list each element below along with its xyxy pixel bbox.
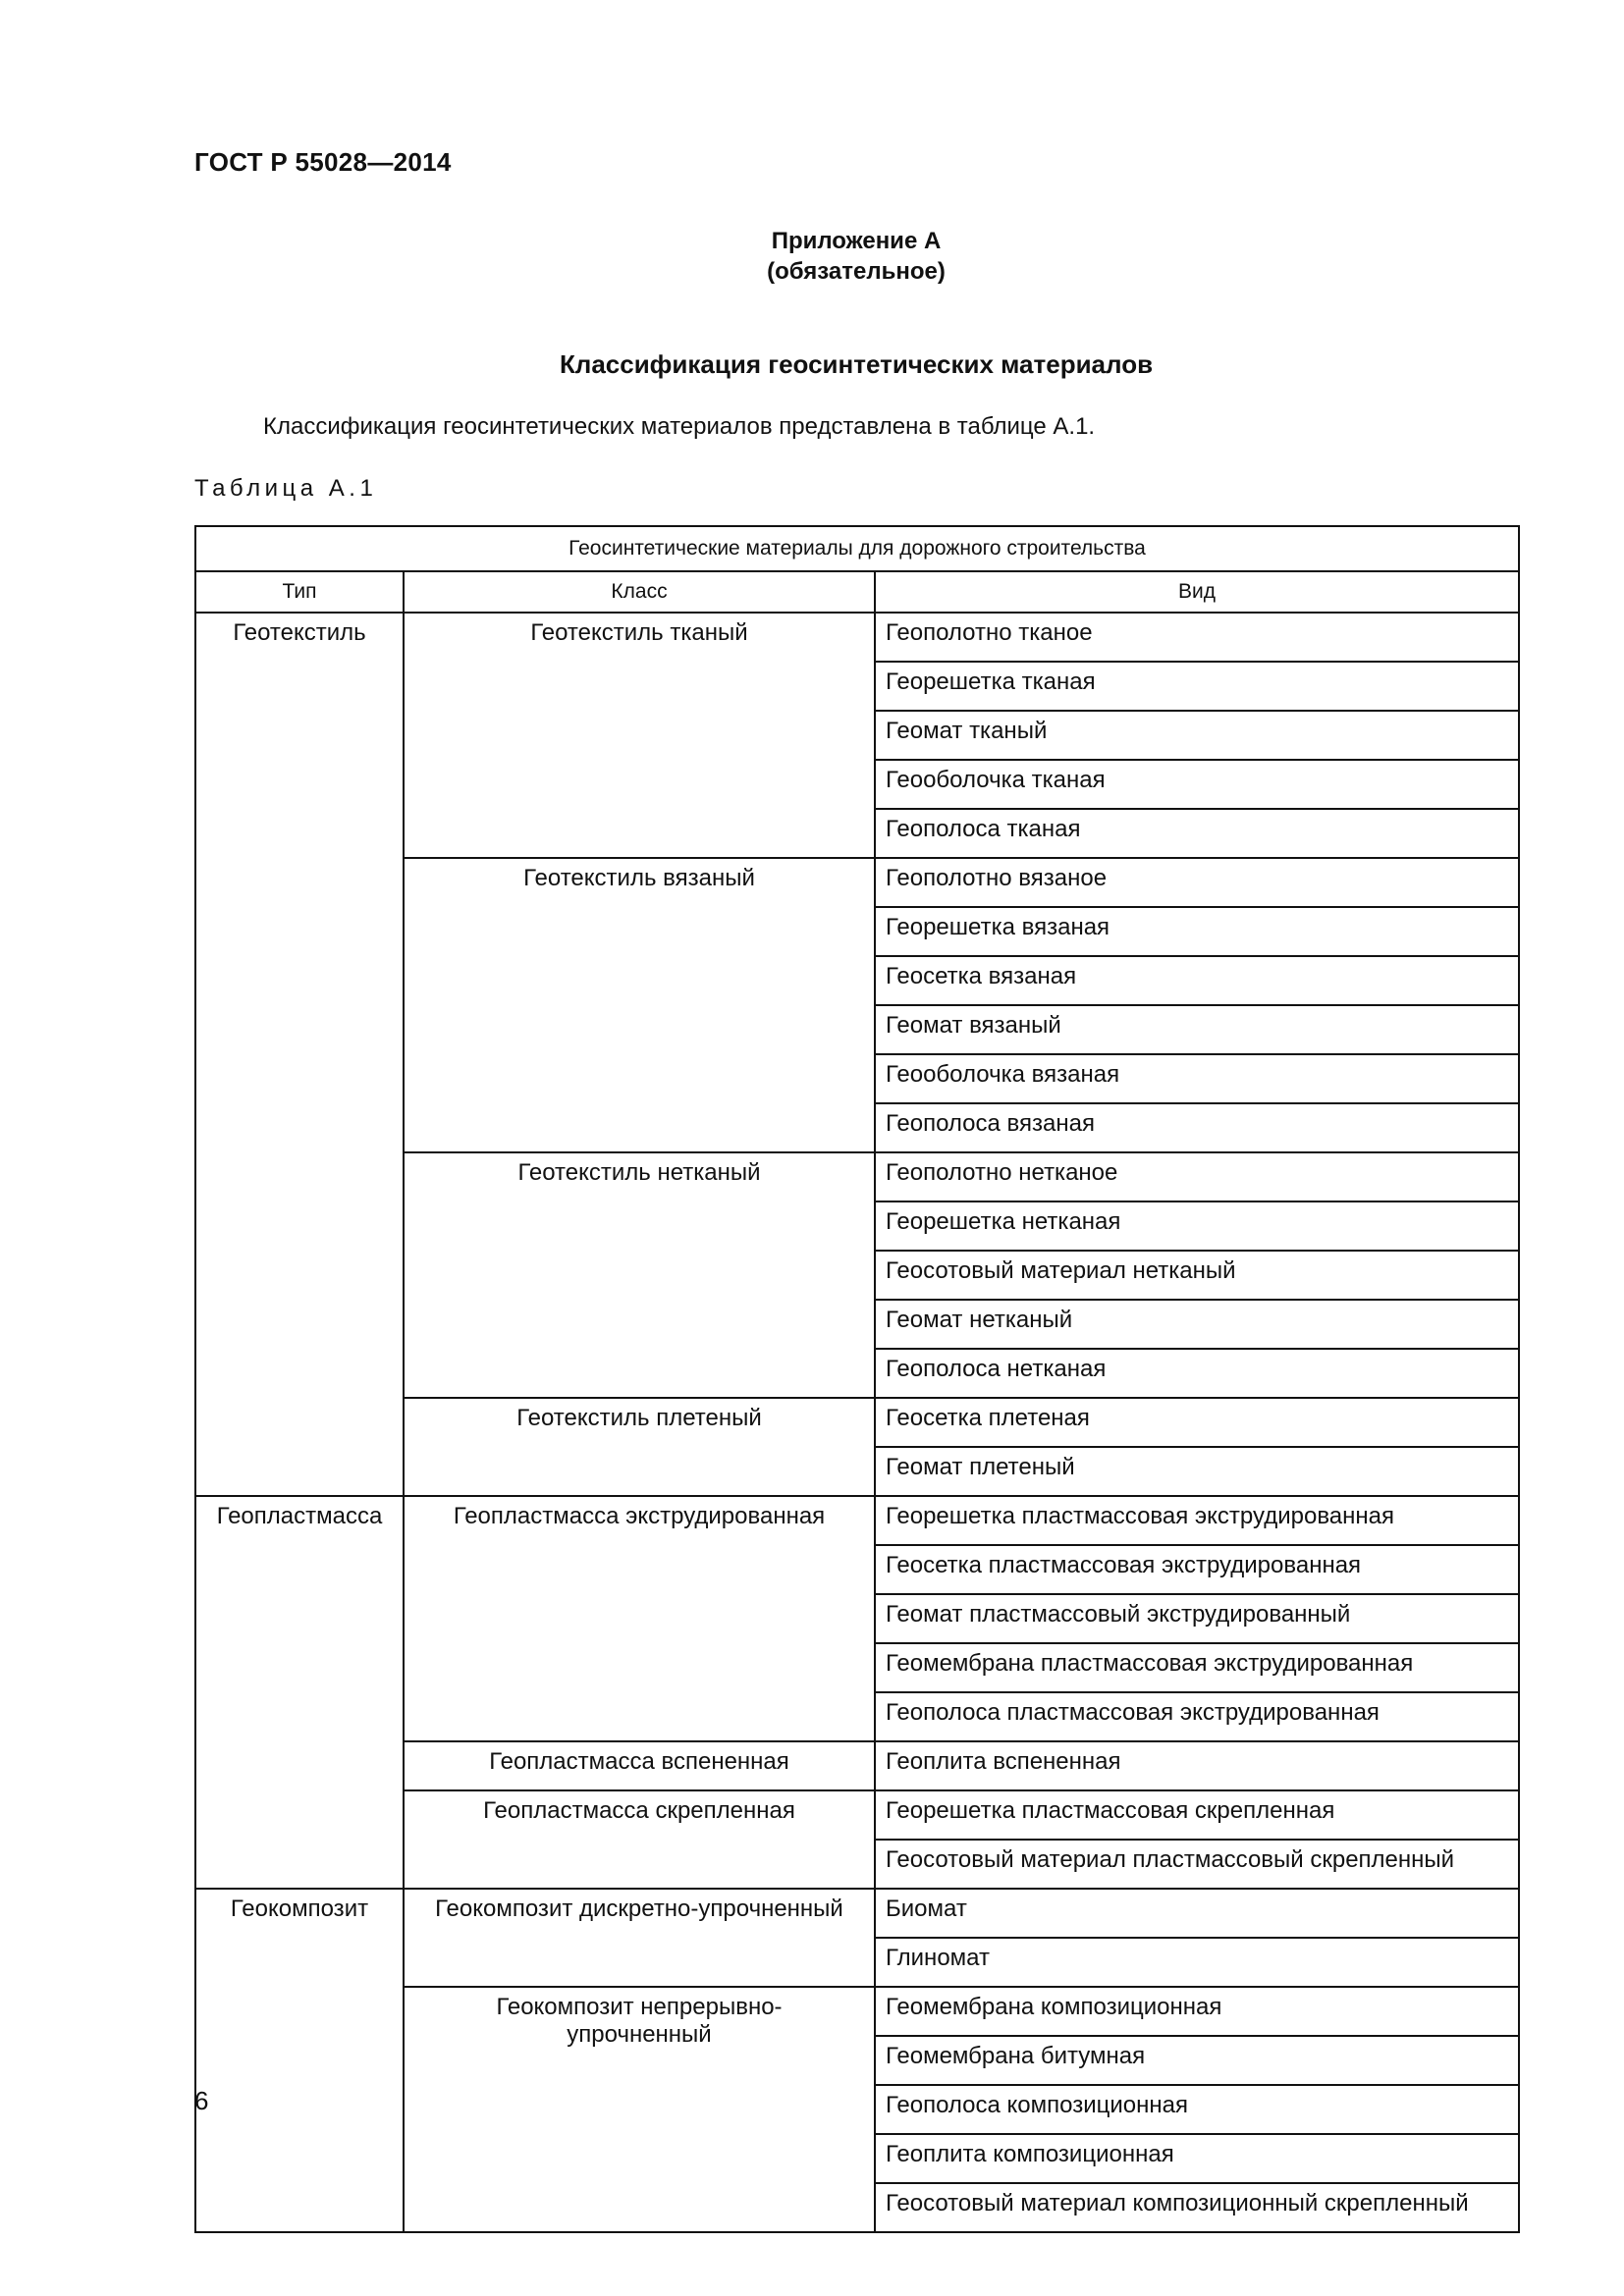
column-header-type: Тип <box>195 571 404 613</box>
kind-cell: Георешетка нетканая <box>875 1201 1519 1251</box>
kind-cell: Геомембрана пластмассовая экструдированная <box>875 1643 1519 1692</box>
kind-cell: Георешетка вязаная <box>875 907 1519 956</box>
table-row <box>195 1889 1519 1938</box>
kind-cell: Геосетка пластмассовая экструдированная <box>875 1545 1519 1594</box>
kind-cell: Геомембрана композиционная <box>875 1987 1519 2036</box>
kind-cell: Геомат вязаный <box>875 1005 1519 1054</box>
kind-cell: Геомембрана битумная <box>875 2036 1519 2085</box>
kind-cell: Биомат <box>875 1889 1519 1938</box>
annex-label: Приложение А <box>771 228 942 254</box>
table-row <box>195 1496 1519 1545</box>
kind-cell: Геомат плетеный <box>875 1447 1519 1496</box>
table-caption: Таблица А.1 <box>194 475 378 502</box>
class-cell: Геотекстиль плетеный <box>404 1398 875 1496</box>
kind-cell: Геоплита композиционная <box>875 2134 1519 2183</box>
kind-cell: Геополоса вязаная <box>875 1103 1519 1152</box>
kind-cell: Геосотовый материал пластмассовый скрепленный <box>875 1840 1519 1889</box>
table-row <box>195 613 1519 662</box>
page-number: 6 <box>194 2086 209 2115</box>
kind-cell: Геополотно тканое <box>875 613 1519 662</box>
kind-cell: Глиномат <box>875 1938 1519 1987</box>
class-cell: Геотекстиль вязаный <box>404 858 875 1152</box>
class-cell: Геопластмасса экструдированная <box>404 1496 875 1741</box>
kind-cell: Геомат нетканый <box>875 1300 1519 1349</box>
column-header-kind: Вид <box>875 571 1519 613</box>
class-cell: Геокомпозит непрерывно-упрочненный <box>404 1987 875 2232</box>
type-cell: Геотекстиль <box>195 613 404 1496</box>
kind-cell: Геомат пластмассовый экструдированный <box>875 1594 1519 1643</box>
class-cell: Геотекстиль нетканый <box>404 1152 875 1398</box>
annex-status: (обязательное) <box>767 258 946 285</box>
class-cell: Геопластмасса вспененная <box>404 1741 875 1790</box>
column-header-class: Класс <box>404 571 875 613</box>
kind-cell: Георешетка тканая <box>875 662 1519 711</box>
class-cell: Геопластмасса скрепленная <box>404 1790 875 1889</box>
kind-cell: Геоплита вспененная <box>875 1741 1519 1790</box>
kind-cell: Георешетка пластмассовая скрепленная <box>875 1790 1519 1840</box>
kind-cell: Геосотовый материал композиционный скрепленный <box>875 2183 1519 2232</box>
type-cell: Геокомпозит <box>195 1889 404 2232</box>
kind-cell: Геооболочка тканая <box>875 760 1519 809</box>
classification-table <box>194 525 1520 2233</box>
kind-cell: Геополоса пластмассовая экструдированная <box>875 1692 1519 1741</box>
kind-cell: Геосотовый материал нетканый <box>875 1251 1519 1300</box>
kind-cell: Геосетка плетеная <box>875 1398 1519 1447</box>
annex-title: Классификация геосинтетических материалов <box>559 349 1154 379</box>
kind-cell: Геополоса тканая <box>875 809 1519 858</box>
kind-cell: Геополотно нетканое <box>875 1152 1519 1201</box>
class-cell: Геокомпозит дискретно-упрочненный <box>404 1889 875 1987</box>
kind-cell: Геополоса композиционная <box>875 2085 1519 2134</box>
intro-paragraph: Классификация геосинтетических материалов представлена в таблице А.1. <box>263 413 1096 440</box>
kind-cell: Геополоса нетканая <box>875 1349 1519 1398</box>
kind-cell: Геооболочка вязаная <box>875 1054 1519 1103</box>
annex-heading <box>0 226 1624 287</box>
type-cell: Геопластмасса <box>195 1496 404 1889</box>
kind-cell: Георешетка пластмассовая экструдированная <box>875 1496 1519 1545</box>
table-group-header: Геосинтетические материалы для дорожного строительства <box>195 526 1519 571</box>
kind-cell: Геомат тканый <box>875 711 1519 760</box>
document-header: ГОСТ Р 55028—2014 <box>194 147 452 177</box>
class-cell: Геотекстиль тканый <box>404 613 875 858</box>
kind-cell: Геополотно вязаное <box>875 858 1519 907</box>
kind-cell: Геосетка вязаная <box>875 956 1519 1005</box>
